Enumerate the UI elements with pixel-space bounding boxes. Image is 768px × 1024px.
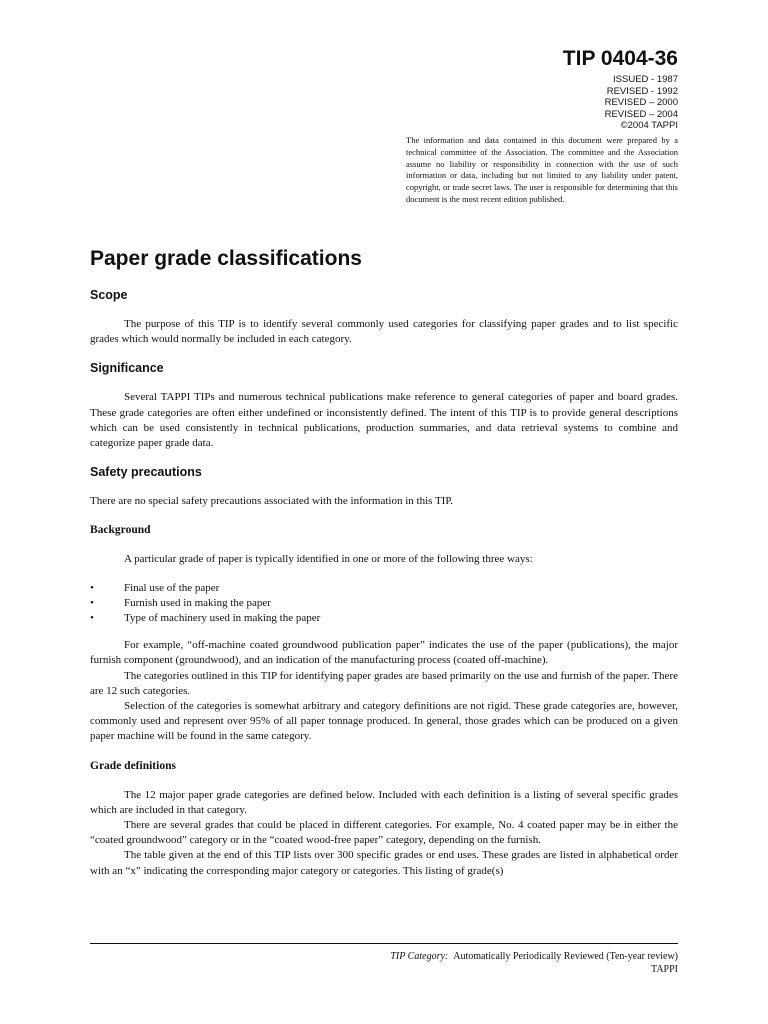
copyright-line: ©2004 TAPPI bbox=[620, 120, 678, 131]
list-item bbox=[90, 581, 678, 596]
safety-text: There are no special safety precautions associated with the information in this TIP. bbox=[90, 495, 453, 508]
background-heading: Background bbox=[90, 524, 151, 537]
grade-definitions-heading: Grade definitions bbox=[90, 759, 176, 772]
list-item-text: Furnish used in making the paper bbox=[124, 596, 271, 609]
significance-heading: Significance bbox=[90, 361, 164, 376]
grade-definitions-paragraph: The table given at the end of this TIP lists over 300 specific grades or end uses. These grades are listed in alphabetical order with an “x” indicating the corresponding major category or categories. This listing of grade(s) bbox=[90, 849, 678, 877]
revision-history bbox=[605, 74, 678, 132]
list-item bbox=[90, 611, 678, 626]
scope-text: The purpose of this TIP is to identify several commonly used categories for classifying paper grades and to list specific grades which would normally be included in each category. bbox=[90, 318, 678, 346]
revision-line: REVISED – 2000 bbox=[604, 97, 678, 108]
safety-heading: Safety precautions bbox=[90, 465, 202, 480]
background-paragraph: Selection of the categories is somewhat arbitrary and category definitions are not rigid. These grade categories are, however, commonly used and represent over 95% of all paper tonnage produced. In general, those grades which can be produced on a given paper machine will be found in the same category. bbox=[90, 700, 678, 743]
significance-text: Several TAPPI TIPs and numerous technical publications make reference to general categories of paper and board grades. These grade categories are often either undefined or inconsistently defined. The intent of this TIP is to provide general descriptions which can be used consistently in technical publications, production summaries, and data retrieval systems to combine and categorize paper grade data. bbox=[90, 391, 678, 450]
background-paragraph: For example, “off-machine coated groundwood publication paper” indicates the use of the paper (publications), the major furnish component (groundwood), and an indication of the manufacturing process (coated off-machine). bbox=[90, 639, 678, 667]
document-body bbox=[90, 244, 678, 879]
revision-line: ISSUED - 1987 bbox=[613, 74, 678, 85]
bullet-glyph: • bbox=[90, 581, 94, 594]
list-item bbox=[90, 596, 678, 611]
footer-category-label: TIP Category: bbox=[390, 951, 449, 962]
grade-definitions-paragraph: There are several grades that could be placed in different categories. For example, No. 4 coated paper may be in either the “coated groundwood” category or in the “coated wood-free paper” category, depending on the furnish. bbox=[90, 819, 678, 847]
footer-org: TAPPI bbox=[651, 964, 678, 975]
revision-line: REVISED - 1992 bbox=[606, 85, 678, 97]
list-item-text: Final use of the paper bbox=[124, 581, 220, 594]
scope-section bbox=[90, 287, 678, 347]
footer-category-value: Automatically Periodically Reviewed (Ten-year review) bbox=[453, 951, 678, 962]
identification-list bbox=[90, 581, 678, 627]
footer-divider bbox=[90, 943, 678, 944]
bullet-glyph: • bbox=[90, 612, 94, 625]
background-section bbox=[90, 522, 678, 744]
background-intro: A particular grade of paper is typically identified in one or more of the following three ways: bbox=[124, 553, 533, 566]
bullet-glyph: • bbox=[90, 596, 94, 609]
page-footer bbox=[390, 950, 678, 976]
footer-category-line bbox=[390, 950, 678, 963]
disclaimer: The information and data contained in this document were prepared by a technical committee of the Association. The committee and the Association assume no liability or responsibility in connection with the use of such information or data, including but not limited to any liability under patent, copyright, or trade secret laws. The user is responsible for determining that this document is the most recent edition published. bbox=[406, 135, 678, 204]
list-item-text: Type of machinery used in making the paper bbox=[124, 612, 321, 625]
revision-line: REVISED – 2004 bbox=[604, 108, 678, 120]
background-paragraph: The categories outlined in this TIP for identifying paper grades are based primarily on the use and furnish of the paper. There are 12 such categories. bbox=[90, 669, 678, 697]
grade-definitions-paragraph: The 12 major paper grade categories are defined below. Included with each definition is a listing of several specific grades which are included in that category. bbox=[90, 788, 678, 816]
scope-heading: Scope bbox=[90, 288, 128, 302]
document-number: TIP 0404-36 bbox=[562, 47, 678, 70]
grade-definitions-section bbox=[90, 758, 678, 879]
page-title: Paper grade classifications bbox=[90, 247, 362, 270]
significance-section bbox=[90, 360, 678, 451]
safety-section bbox=[90, 464, 678, 509]
